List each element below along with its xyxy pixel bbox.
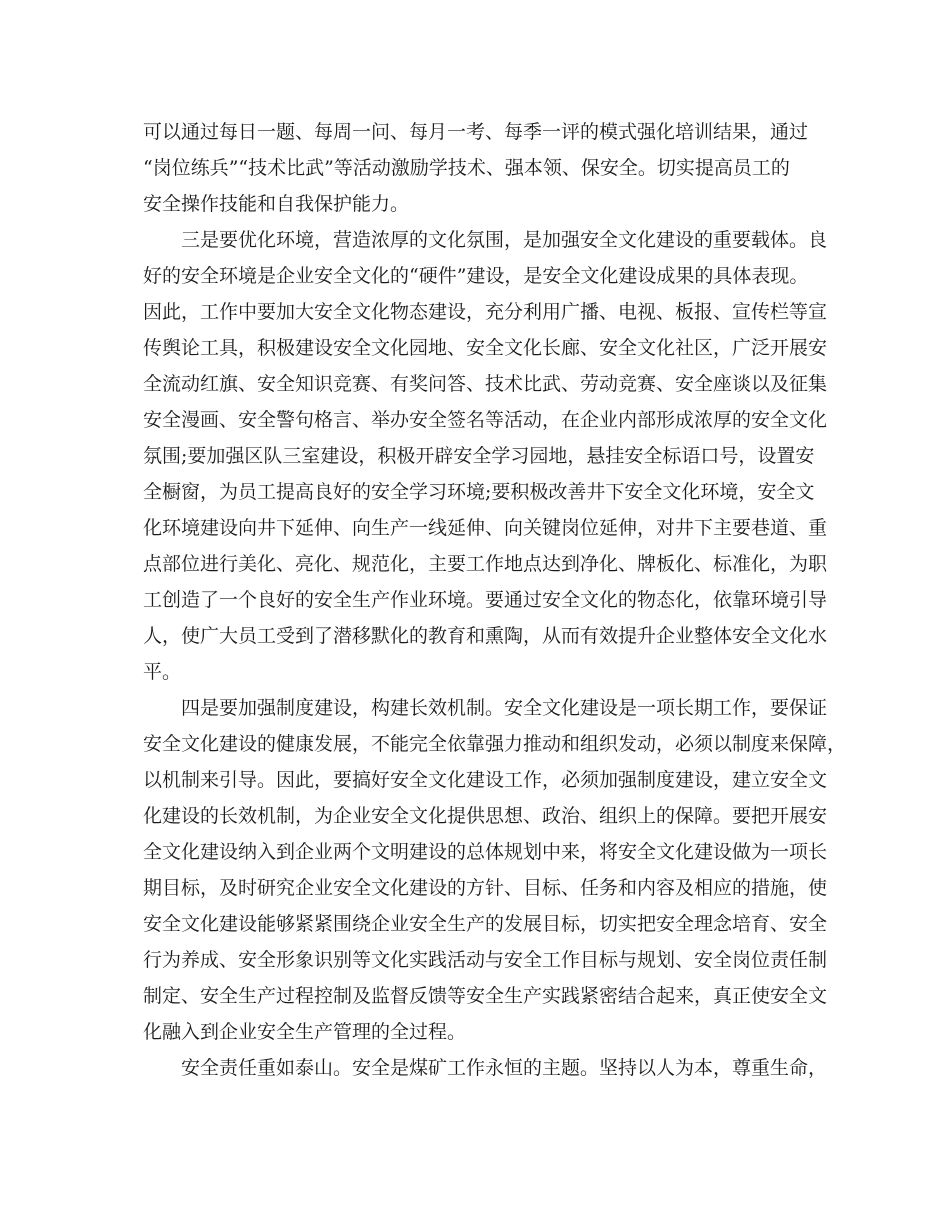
text-line: 传舆论工具，积极建设安全文化园地、安全文化长廊、安全文化社区，广泛开展安 <box>143 337 828 359</box>
text-line: 全流动红旗、安全知识竞赛、有奖问答、技术比武、劳动竞赛、安全座谈以及征集 <box>143 373 828 395</box>
text-line: 安全操作技能和自我保护能力。 <box>143 193 410 215</box>
text-line: 以机制来引导。因此，要搞好安全文化建设工作，必须加强制度建设，建立安全文 <box>143 769 828 791</box>
text-line: 平。 <box>143 661 182 683</box>
text-line: 化建设的长效机制，为企业安全文化提供思想、政治、组织上的保障。要把开展安 <box>143 805 828 827</box>
text-line: 人，使广大员工受到了潜移默化的教育和熏陶，从而有效提升企业整体安全文化水 <box>143 625 828 647</box>
text-line: 全橱窗，为员工提高良好的安全学习环境;要积极改善井下安全文化环境，安全文 <box>143 481 815 503</box>
text-line: 安全文化建设能够紧紧围绕企业安全生产的发展目标，切实把安全理念培育、安全 <box>143 913 828 935</box>
paragraph <box>143 222 828 690</box>
document-page <box>143 114 847 1086</box>
text-line: 好的安全环境是企业安全文化的“硬件”建设，是安全文化建设成果的具体表现。 <box>143 265 809 287</box>
text-line: 点部位进行美化、亮化、规范化，主要工作地点达到净化、牌板化、标准化，为职 <box>143 553 828 575</box>
text-line: 可以通过每日一题、每周一问、每月一考、每季一评的模式强化培训结果，通过 <box>143 121 809 143</box>
text-line: 安全漫画、安全警句格言、举办安全签名等活动，在企业内部形成浓厚的安全文化 <box>143 409 828 431</box>
text-line: 期目标，及时研究企业安全文化建设的方针、目标、任务和内容及相应的措施，使 <box>143 877 828 899</box>
text-line: 安全文化建设的健康发展，不能完全依靠强力推动和组织发动，必须以制度来保障， <box>143 733 847 755</box>
text-line: “岗位练兵”“技术比武”等活动激励学技术、强本领、保安全。切实提高员工的 <box>143 157 790 179</box>
text-line: 氛围;要加强区队三室建设，积极开辟安全学习园地，悬挂安全标语口号，设置安 <box>143 445 815 467</box>
paragraph <box>143 114 823 222</box>
text-line: 工创造了一个良好的安全生产作业环境。要通过安全文化的物态化，依靠环境引导 <box>143 589 828 611</box>
paragraph <box>143 1050 828 1086</box>
text-line: 四是要加强制度建设，构建长效机制。安全文化建设是一项长期工作，要保证 <box>181 697 828 719</box>
text-line: 行为养成、安全形象识别等文化实践活动与安全工作目标与规划、安全岗位责任制 <box>143 949 828 971</box>
text-line: 全文化建设纳入到企业两个文明建设的总体规划中来，将安全文化建设做为一项长 <box>143 841 828 863</box>
text-line: 安全责任重如泰山。安全是煤矿工作永恒的主题。坚持以人为本，尊重生命， <box>181 1057 828 1079</box>
text-line: 化融入到企业安全生产管理的全过程。 <box>143 1021 467 1043</box>
text-line: 三是要优化环境，营造浓厚的文化氛围，是加强安全文化建设的重要载体。良 <box>181 229 828 251</box>
paragraph <box>143 690 847 1050</box>
text-line: 化环境建设向井下延伸、向生产一线延伸、向关键岗位延伸，对井下主要巷道、重 <box>143 517 828 539</box>
text-line: 因此，工作中要加大安全文化物态建设，充分利用广播、电视、板报、宣传栏等宣 <box>143 301 828 323</box>
text-line: 制定、安全生产过程控制及监督反馈等安全生产实践紧密结合起来，真正使安全文 <box>143 985 828 1007</box>
